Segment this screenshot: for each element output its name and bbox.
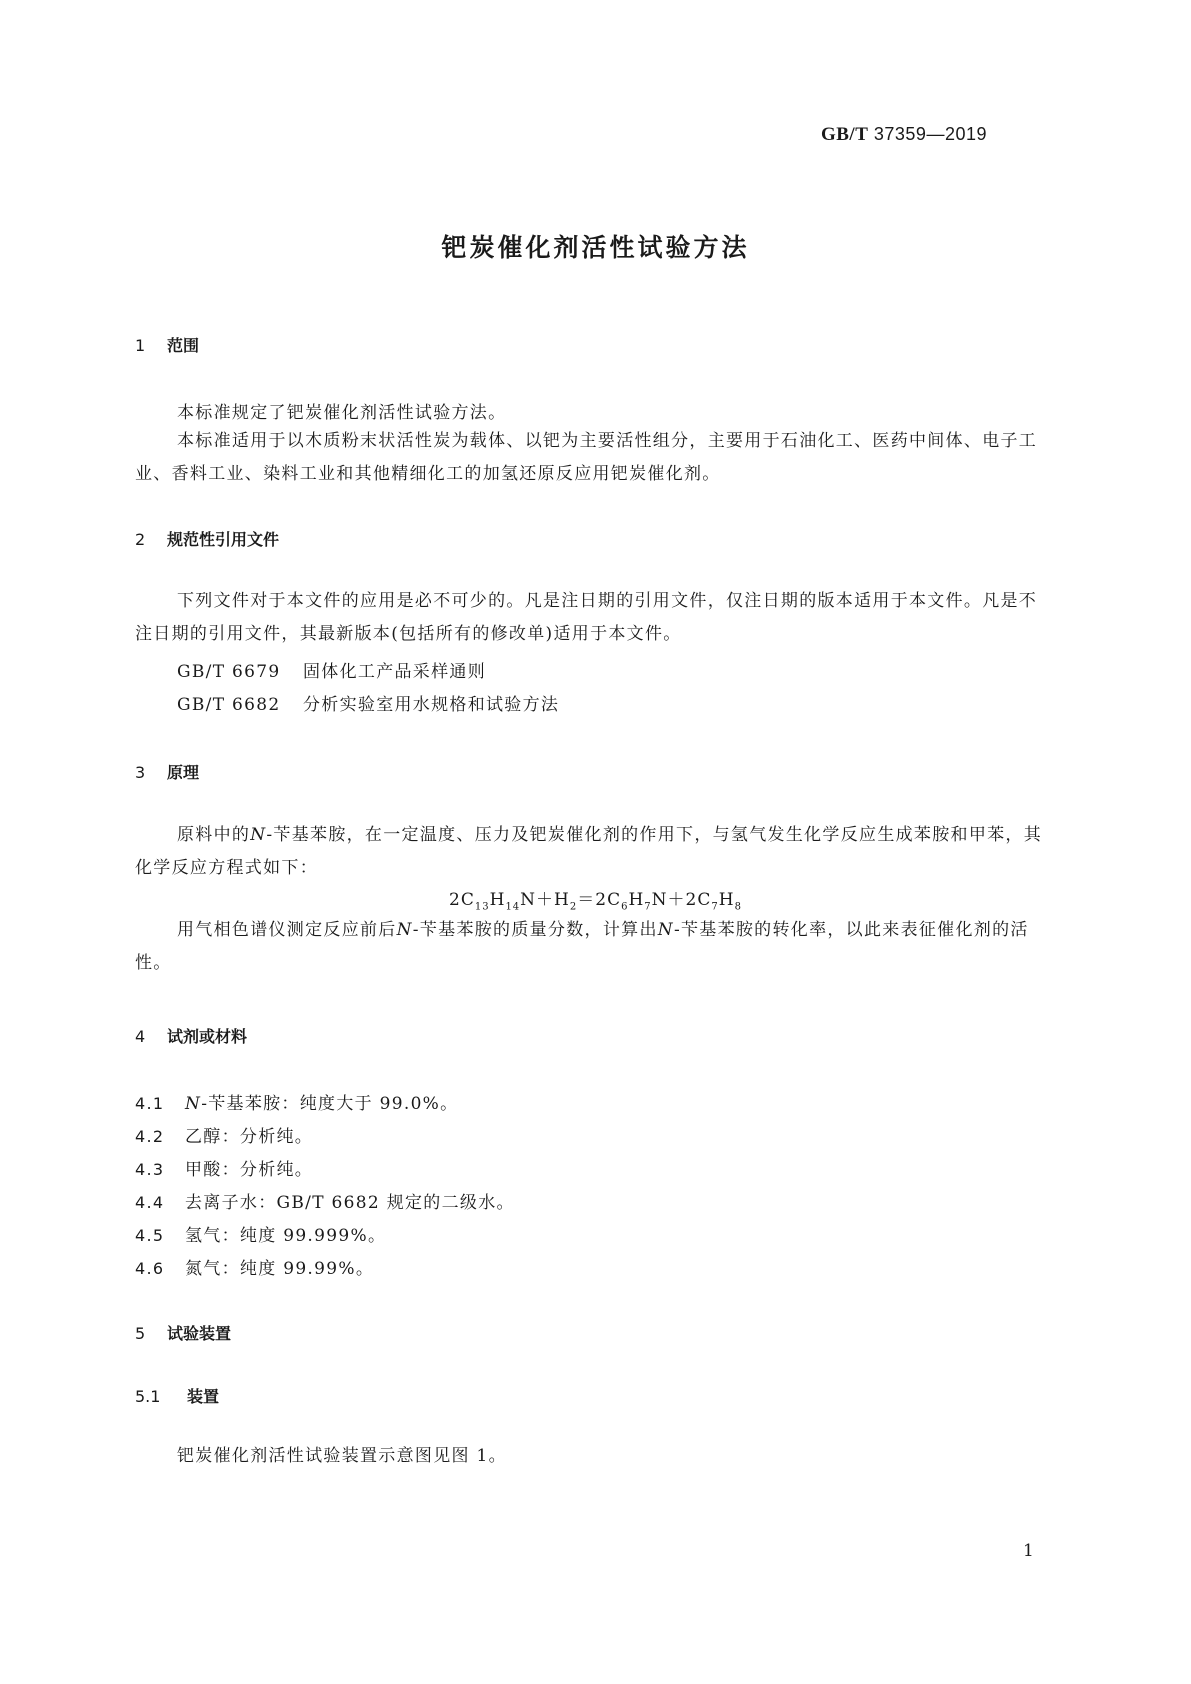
formula-subscript: 7 bbox=[711, 901, 719, 913]
formula-subscript: 6 bbox=[621, 901, 629, 913]
section-3-paragraph-1 bbox=[135, 819, 1055, 885]
paragraph-text: 原料中的 bbox=[177, 825, 251, 845]
list-item bbox=[135, 1089, 458, 1114]
formula-text: 2C bbox=[449, 890, 475, 910]
section-title: 试验装置 bbox=[167, 1324, 232, 1343]
paragraph-text: -苄基苯胺的转化率，以此来表征催化剂的活性。 bbox=[135, 920, 1029, 973]
list-item bbox=[135, 1188, 515, 1213]
reference-code: GB/T 6679 bbox=[177, 662, 281, 682]
standard-number bbox=[821, 124, 987, 146]
item-number: 4.1 bbox=[135, 1094, 165, 1113]
item-number: 4.2 bbox=[135, 1127, 165, 1146]
section-title: 规范性引用文件 bbox=[167, 530, 280, 549]
section-number: 2 bbox=[135, 530, 146, 549]
page-number: 1 bbox=[1023, 1541, 1034, 1561]
list-item bbox=[135, 1155, 313, 1180]
subsection-number: 5.1 bbox=[135, 1387, 161, 1406]
item-text: 去离子水：GB/T 6682 规定的二级水。 bbox=[185, 1193, 515, 1213]
list-item bbox=[135, 1254, 374, 1279]
document-title: 钯炭催化剂活性试验方法 bbox=[441, 233, 750, 262]
normative-reference bbox=[177, 690, 559, 715]
list-item bbox=[135, 1221, 386, 1246]
formula-subscript: 8 bbox=[734, 901, 742, 913]
section-4-heading bbox=[135, 1024, 247, 1047]
paragraph-text: -苄基苯胺，在一定温度、压力及钯炭催化剂的作用下，与氢气发生化学反应生成苯胺和甲苯，其化学反应方程式如下： bbox=[135, 825, 1043, 878]
subsection-title: 装置 bbox=[187, 1387, 220, 1406]
item-number: 4.4 bbox=[135, 1193, 165, 1212]
section-number: 3 bbox=[135, 763, 146, 782]
formula-subscript: 14 bbox=[505, 901, 521, 913]
formula-text: H bbox=[718, 890, 735, 910]
section-1-heading bbox=[135, 333, 199, 356]
italic-symbol: N bbox=[396, 920, 413, 940]
section-5-heading bbox=[135, 1321, 231, 1344]
italic-symbol: N bbox=[185, 1094, 202, 1114]
list-item bbox=[135, 1122, 313, 1147]
item-text: 乙醇：分析纯。 bbox=[185, 1127, 314, 1147]
section-2-paragraph-1: 下列文件对于本文件的应用是必不可少的。凡是注日期的引用文件，仅注日期的版本适用于本文件。凡是不注日期的引用文件，其最新版本(包括所有的修改单)适用于本文件。 bbox=[135, 591, 1038, 644]
formula-text: H bbox=[489, 890, 506, 910]
standard-code: 37359—2019 bbox=[873, 124, 987, 144]
formula-text: N＋H bbox=[520, 890, 570, 910]
section-3-paragraph-2 bbox=[135, 914, 1055, 980]
italic-symbol: N bbox=[250, 825, 267, 845]
section-1-paragraph-2: 本标准适用于以木质粉末状活性炭为载体、以钯为主要活性组分，主要用于石油化工、医药中间体、电子工业、香料工业、染料工业和其他精细化工的加氢还原反应用钯炭催化剂。 bbox=[135, 431, 1038, 484]
standard-prefix: GB/T bbox=[820, 124, 869, 145]
section-3-heading bbox=[135, 760, 199, 783]
normative-reference bbox=[177, 657, 486, 682]
item-text: 甲酸：分析纯。 bbox=[185, 1160, 314, 1180]
item-text: 氢气：纯度 99.999%。 bbox=[185, 1226, 387, 1246]
item-number: 4.5 bbox=[135, 1226, 165, 1245]
section-number: 1 bbox=[135, 336, 146, 355]
section-number: 5 bbox=[135, 1324, 146, 1343]
section-title: 范围 bbox=[167, 336, 200, 355]
section-title: 原理 bbox=[167, 763, 200, 782]
section-2-heading bbox=[135, 527, 279, 550]
paragraph-text: -苄基苯胺的质量分数，计算出 bbox=[412, 920, 658, 940]
item-number: 4.3 bbox=[135, 1160, 165, 1179]
item-text: -苄基苯胺：纯度大于 99.0%。 bbox=[201, 1094, 459, 1114]
formula-text: H bbox=[628, 890, 645, 910]
section-number: 4 bbox=[135, 1027, 146, 1046]
item-text: 氮气：纯度 99.99%。 bbox=[185, 1259, 375, 1279]
item-number: 4.6 bbox=[135, 1259, 165, 1278]
reference-title: 固体化工产品采样通则 bbox=[303, 662, 486, 682]
formula-text: ＝2C bbox=[577, 890, 622, 910]
formula-text: N＋2C bbox=[651, 890, 712, 910]
formula-subscript: 7 bbox=[644, 901, 652, 913]
formula-subscript: 2 bbox=[569, 901, 578, 913]
section-title: 试剂或材料 bbox=[167, 1027, 248, 1046]
subsection-5-1-heading bbox=[135, 1384, 219, 1407]
paragraph-text: 用气相色谱仪测定反应前后 bbox=[177, 920, 397, 940]
formula-subscript: 13 bbox=[474, 901, 490, 913]
reference-code: GB/T 6682 bbox=[177, 695, 281, 715]
chemical-equation bbox=[0, 885, 1191, 912]
section-1-paragraph-1: 本标准规定了钯炭催化剂活性试验方法。 bbox=[177, 403, 507, 423]
italic-symbol: N bbox=[657, 920, 674, 940]
reference-title: 分析实验室用水规格和试验方法 bbox=[303, 695, 560, 715]
subsection-5-1-paragraph: 钯炭催化剂活性试验装置示意图见图 1。 bbox=[177, 1446, 507, 1466]
